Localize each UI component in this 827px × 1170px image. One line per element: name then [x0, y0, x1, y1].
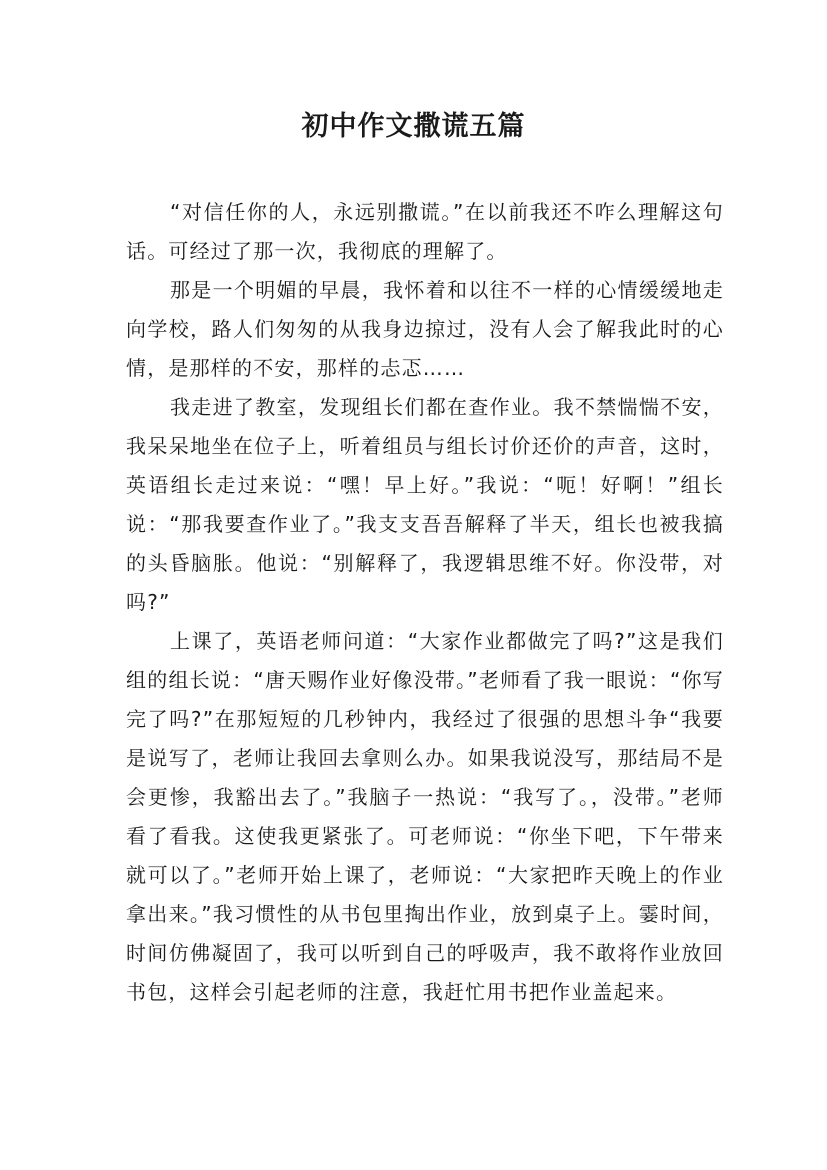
document-title: 初中作文撒谎五篇 — [301, 111, 526, 142]
document-body — [126, 193, 724, 1012]
paragraph-1: “对信任你的人，永远别撒谎。”在以前我还不咋么理解这句话。可经过了那一次，我彻底的理解了。 — [126, 200, 724, 263]
paragraph-4: 上课了，英语老师问道：“大家作业都做完了吗?”这是我们组的组长说：“唐天赐作业好像没带。”老师看了我一眼说：“你写完了吗?”在那短短的几秒钟内，我经过了很强的思想斗争“我要是说写了，老师让我回去拿则么办。如果我说没写，那结局不是会更惨，我豁出去了。”我脑子一热说：“我写了。，没带。”老师看了看我。这使我更紧张了。可老师说：“你坐下吧，下午带来就可以了。”老师开始上课了，老师说：“大家把昨天晚上的作业拿出来。”我习惯性的从书包里掏出作业，放到桌子上。霎时间，时间仿佛凝固了，我可以听到自己的呼吸声，我不敢将作业放回书包，这样会引起老师的注意，我赶忙用书把作业盖起来。 — [126, 629, 724, 1004]
paragraph-2: 那是一个明媚的早晨，我怀着和以往不一样的心情缓缓地走向学校，路人们匆匆的从我身边掠过，没有人会了解我此时的心情，是那样的不安，那样的忐忑…… — [126, 278, 724, 380]
paragraph-3: 我走进了教室，发现组长们都在查作业。我不禁惴惴不安，我呆呆地坐在位子上，听着组员与组长讨价还价的声音，这时，英语组长走过来说：“嘿！早上好。”我说：“呃！好啊！”组长说：“那我要查作业了。”我支支吾吾解释了半天，组长也被我搞的头昏脑胀。他说：“别解释了，我逻辑思维不好。你没带，对吗?” — [126, 395, 724, 614]
